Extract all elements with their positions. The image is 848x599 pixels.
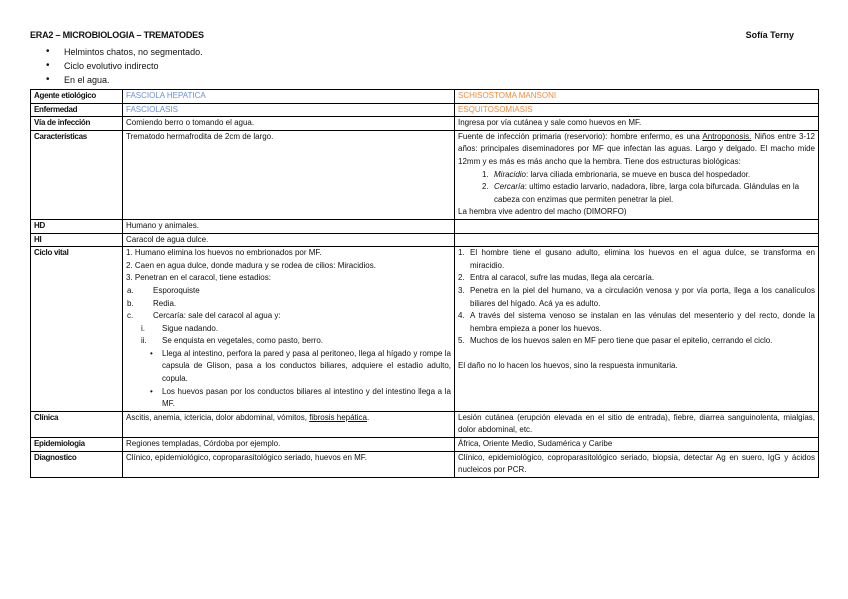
roman-mark: ii.: [141, 336, 147, 346]
roman-mark: i.: [141, 323, 145, 333]
intro-bullet: • Helmintos chatos, no segmentado.: [46, 45, 203, 59]
bullet-dot: •: [150, 386, 153, 396]
step-number: 1.: [458, 248, 465, 258]
stage-text: Redia.: [153, 298, 177, 308]
stage-mark: c.: [127, 311, 134, 321]
row-diagnostico: [31, 451, 819, 477]
bullet-text: Llega al intestino, perfora la pared y pasa al peritoneo, llega al hígado y rompe la capsula de Glison, pasa a los conductos biliares, adquiere el estadio adulto, copula.: [162, 348, 451, 384]
roman-item: [141, 323, 451, 336]
list-number: 2.: [482, 182, 489, 192]
schisto-clinica: Lesión cutánea (erupción elevada en el sitio de entrada), fiebre, diarrea sanguinolenta, mialgias, dolor abdominal, etc.: [455, 411, 819, 437]
step-number: 5.: [458, 336, 465, 346]
label-caracteristicas: Características: [31, 130, 123, 219]
fasciola-hd: Humano y animales.: [123, 219, 455, 233]
ciclo-bullet-list: [126, 348, 451, 411]
schisto-caracteristicas: [455, 130, 819, 219]
clinica-end: .: [367, 412, 370, 422]
label-enfermedad: Enfermedad: [31, 103, 123, 117]
list-term: Miracidio: [494, 169, 527, 179]
ciclo-step: [458, 247, 815, 272]
label-ciclo: Ciclo vital: [31, 247, 123, 412]
fibrosis-term: fibrosis hepática: [309, 412, 367, 422]
row-agente: [31, 90, 819, 104]
schisto-agente: SCHISOSTOMA MANSONI: [455, 90, 819, 104]
roman-item: [141, 335, 451, 348]
row-clinica: [31, 411, 819, 437]
list-term: Cercaría: [494, 182, 525, 192]
list-item: [482, 169, 815, 182]
schisto-enfermedad: ESQUITOSOMIASIS: [455, 103, 819, 117]
schisto-car-intro-2: Niños entre 3-12 años: principales diseminadores por MF que infectan las aguas. Largo y delgado. El macho mide 12mm y es más es más ancho que la hembra. Tiene dos estructuras biológicas:: [458, 131, 816, 166]
step-text: Muchos de los huevos salen en MF pero tiene que pasar el epitelio, cerrando el ciclo.: [470, 336, 773, 346]
ciclo-step: 3. Penetran en el caracol, tiene estadios:: [126, 273, 271, 283]
list-number: 1.: [482, 169, 489, 179]
schisto-car-intro: Fuente de infección primaria (reservorio): hombre enfermo, es una: [458, 131, 700, 141]
step-text: Penetra en la piel del humano, va a circulación venosa y por vía porta, llega a los canalículos biliares del hígado. Acá ya es adulto.: [470, 285, 815, 308]
ciclo-stages: [126, 285, 451, 323]
row-caracteristicas: [31, 130, 819, 219]
label-diagnostico: Diagnostico: [31, 451, 123, 477]
label-agente: Agente etiológico: [31, 90, 123, 104]
fasciola-caracteristicas: Trematodo hermafrodita de 2cm de largo.: [123, 130, 455, 219]
row-epidemiologia: [31, 438, 819, 452]
bullet-dot: •: [150, 348, 153, 358]
intro-bullet-list: [46, 45, 203, 87]
ciclo-step: [458, 285, 815, 310]
stage-text: Esporoquiste: [153, 285, 200, 295]
label-hd: HD: [31, 219, 123, 233]
stage-text: Cercaría: sale del caracol al agua y:: [153, 311, 281, 321]
ciclo-bullet: [150, 386, 451, 411]
fasciola-hi: Caracol de agua dulce.: [123, 233, 455, 247]
schisto-via: Ingresa por vía cutánea y sale como huevos en MF.: [455, 117, 819, 131]
schisto-hd: [455, 219, 819, 233]
schisto-car-paragraph: [458, 131, 815, 169]
step-number: 2.: [458, 273, 465, 283]
step-number: 4.: [458, 311, 465, 321]
label-epidemiologia: Epidemiologia: [31, 438, 123, 452]
intro-bullet: • Ciclo evolutivo indirecto: [46, 59, 203, 73]
antroponosis-term: Antroponosis.: [702, 131, 752, 141]
trematodes-table: [30, 89, 819, 478]
roman-text: Sigue nadando.: [162, 323, 219, 333]
ciclo-note: El daño no lo hacen los huevos, sino la respuesta inmunitaria.: [458, 360, 678, 370]
fasciola-epidemiologia: Regiones templadas, Córdoba por ejemplo.: [123, 438, 455, 452]
row-via: [31, 117, 819, 131]
step-text: Entra al caracol, sufre las mudas, llega ala cercaría.: [470, 273, 655, 283]
schisto-diagnostico: Clínico, epidemiológico, coproparasitológico seriado, biopsia, detectar Ag en suero, IgG y ácidos nucleicos por PCR.: [455, 451, 819, 477]
stage-item: [127, 310, 451, 323]
intro-bullet: • En el agua.: [46, 73, 203, 87]
step-number: 3.: [458, 285, 465, 295]
schisto-epidemiologia: África, Oriente Medio, Sudamérica y Caribe: [455, 438, 819, 452]
document-title: ERA2 – MICROBIOLOGIA – TREMATODES: [30, 30, 204, 40]
list-text: : ultimo estadio larvario, nadadora, libre, larga cola bifurcada. Glándulas en la cabeza con enzimas que permiten penetrar la piel.: [494, 182, 800, 204]
ciclo-roman-list: [126, 323, 451, 348]
label-hi: HI: [31, 233, 123, 247]
list-text: : larva ciliada embrionaria, se mueve en busca del hospedador.: [526, 169, 751, 179]
row-hd: [31, 219, 819, 233]
schisto-hi: [455, 233, 819, 247]
ciclo-step: [458, 335, 815, 348]
clinica-text: Ascitis, anemia, ictericia, dolor abdominal, vómitos,: [126, 412, 310, 422]
row-ciclo: [31, 247, 819, 412]
schisto-ciclo: [455, 247, 819, 412]
list-item: [482, 181, 815, 206]
stage-item: [127, 285, 451, 298]
bullet-text: Los huevos pasan por los conductos biliares al intestino y del intestino llega a la MF.: [162, 386, 451, 409]
stage-mark: a.: [127, 285, 134, 295]
fasciola-ciclo: [123, 247, 455, 412]
roman-text: Se enquista en vegetales, como pasto, berro.: [162, 336, 323, 346]
page-header: [30, 30, 800, 44]
fasciola-agente: FASCIOLA HEPATICA: [123, 90, 455, 104]
ciclo-bullet: [150, 348, 451, 386]
ciclo-step: [458, 272, 815, 285]
fasciola-via: Comiendo berro o tomando el agua.: [123, 117, 455, 131]
step-text: El hombre tiene el gusano adulto, elimina los huevos en el agua dulce, se transforma en miracidio.: [470, 248, 815, 270]
row-enfermedad: [31, 103, 819, 117]
label-via: Vía de infección: [31, 117, 123, 131]
fasciola-diagnostico: Clínico, epidemiológico, coproparasitológico seriado, huevos en MF.: [123, 451, 455, 477]
row-hi: [31, 233, 819, 247]
ciclo-step: [458, 310, 815, 335]
schisto-car-list: [458, 169, 815, 207]
ciclo-step: 1. Humano elimina los huevos no embrionados por MF.: [126, 248, 322, 258]
label-clinica: Clínica: [31, 411, 123, 437]
step-text: A través del sistema venoso se instalan en las vénulas del mesenterio y del recto, donde la hembra empieza a poner los huevos.: [470, 311, 815, 333]
stage-mark: b.: [127, 298, 134, 308]
ciclo-step: 2. Caen en agua dulce, donde madura y se rodea de cilios: Miracidios.: [126, 260, 376, 270]
document-author: Sofía Terny: [745, 30, 794, 40]
schisto-car-outro: La hembra vive adentro del macho (DIMORFO): [458, 207, 627, 217]
fasciola-clinica: [123, 411, 455, 437]
fasciola-enfermedad: FASCIOLASIS: [123, 103, 455, 117]
stage-item: [127, 298, 451, 311]
